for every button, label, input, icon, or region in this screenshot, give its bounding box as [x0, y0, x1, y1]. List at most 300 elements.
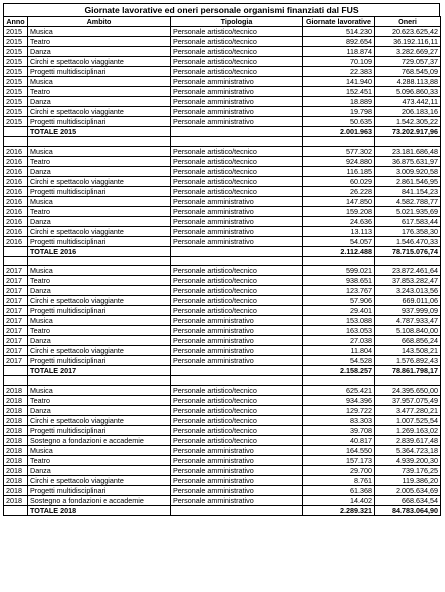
cell-empty: [4, 127, 28, 137]
cell-ambito: Progetti multidisciplinari: [28, 356, 171, 366]
cell-oneri: 3.009.920,58: [375, 166, 441, 176]
cell-empty: [28, 256, 171, 266]
cell-anno: 2015: [4, 27, 28, 37]
cell-giornate: 163.053: [303, 326, 375, 336]
cell-anno: 2017: [4, 266, 28, 276]
cell-tipologia: Personale artistico/tecnico: [171, 57, 303, 67]
cell-tipologia: Personale amministrativo: [171, 107, 303, 117]
cell-empty: [171, 366, 303, 376]
cell-oneri: 24.395.650,00: [375, 385, 441, 395]
cell-oneri: 3.477.280,21: [375, 405, 441, 415]
table-row: [4, 475, 441, 485]
table-row: [4, 216, 441, 226]
cell-anno: 2017: [4, 286, 28, 296]
cell-ambito: Circhi e spettacolo viaggiante: [28, 226, 171, 236]
cell-giornate: 24.636: [303, 216, 375, 226]
cell-anno: 2015: [4, 57, 28, 67]
cell-giornate: 118.874: [303, 47, 375, 57]
cell-empty: [303, 256, 375, 266]
cell-tipologia: Personale artistico/tecnico: [171, 67, 303, 77]
cell-ambito: Sostegno a fondazioni e accademie: [28, 435, 171, 445]
cell-anno: 2018: [4, 435, 28, 445]
cell-ambito: Progetti multidisciplinari: [28, 186, 171, 196]
cell-ambito: Danza: [28, 336, 171, 346]
cell-tipologia: Personale amministrativo: [171, 316, 303, 326]
table-row: [4, 67, 441, 77]
cell-giornate: 164.550: [303, 445, 375, 455]
cell-anno: 2016: [4, 206, 28, 216]
cell-tipologia: Personale amministrativo: [171, 77, 303, 87]
total-giornate: 2.158.257: [303, 366, 375, 376]
cell-tipologia: Personale amministrativo: [171, 475, 303, 485]
total-row: [4, 246, 441, 256]
table-row: [4, 206, 441, 216]
cell-giornate: 29.401: [303, 306, 375, 316]
cell-ambito: Danza: [28, 166, 171, 176]
cell-ambito: Circhi e spettacolo viaggiante: [28, 107, 171, 117]
cell-ambito: Progetti multidisciplinari: [28, 117, 171, 127]
cell-giornate: 116.185: [303, 166, 375, 176]
cell-anno: 2015: [4, 77, 28, 87]
cell-oneri: 729.057,37: [375, 57, 441, 67]
cell-oneri: 1.542.305,22: [375, 117, 441, 127]
cell-oneri: 841.154,23: [375, 186, 441, 196]
cell-oneri: 1.546.470,33: [375, 236, 441, 246]
cell-giornate: 11.804: [303, 346, 375, 356]
table-row: [4, 107, 441, 117]
cell-tipologia: Personale amministrativo: [171, 226, 303, 236]
header-row: [4, 17, 441, 27]
cell-tipologia: Personale artistico/tecnico: [171, 425, 303, 435]
cell-tipologia: Personale amministrativo: [171, 326, 303, 336]
cell-tipologia: Personale artistico/tecnico: [171, 266, 303, 276]
cell-giornate: 123.767: [303, 286, 375, 296]
table-row: [4, 117, 441, 127]
cell-ambito: Danza: [28, 97, 171, 107]
cell-ambito: Teatro: [28, 37, 171, 47]
sheet-title: Giornate lavorative ed oneri personale organismi finanziati dal FUS: [3, 3, 440, 16]
cell-anno: 2015: [4, 107, 28, 117]
cell-ambito: Teatro: [28, 156, 171, 166]
cell-empty: [28, 137, 171, 147]
cell-anno: 2015: [4, 47, 28, 57]
cell-ambito: Musica: [28, 146, 171, 156]
cell-anno: 2018: [4, 495, 28, 505]
table-row: [4, 77, 441, 87]
table-row: [4, 47, 441, 57]
cell-oneri: 1.576.892,43: [375, 356, 441, 366]
cell-anno: 2016: [4, 236, 28, 246]
table-row: [4, 425, 441, 435]
header-tipologia: Tipologia: [171, 17, 303, 27]
table-row: [4, 146, 441, 156]
cell-anno: 2016: [4, 146, 28, 156]
total-giornate: 2.112.488: [303, 246, 375, 256]
table-row: [4, 156, 441, 166]
cell-giornate: 39.708: [303, 425, 375, 435]
cell-ambito: Musica: [28, 385, 171, 395]
cell-tipologia: Personale artistico/tecnico: [171, 435, 303, 445]
cell-ambito: Progetti multidisciplinari: [28, 67, 171, 77]
cell-oneri: 668.856,24: [375, 336, 441, 346]
table-row: [4, 326, 441, 336]
cell-tipologia: Personale amministrativo: [171, 117, 303, 127]
cell-giornate: 147.850: [303, 196, 375, 206]
table-row: [4, 87, 441, 97]
cell-anno: 2017: [4, 326, 28, 336]
cell-ambito: Danza: [28, 216, 171, 226]
cell-oneri: 3.243.013,56: [375, 286, 441, 296]
table-row: [4, 27, 441, 37]
table-row: [4, 236, 441, 246]
cell-giornate: 19.798: [303, 107, 375, 117]
cell-giornate: 8.761: [303, 475, 375, 485]
cell-giornate: 60.029: [303, 176, 375, 186]
cell-empty: [4, 366, 28, 376]
header-ambito: Ambito: [28, 17, 171, 27]
cell-ambito: Musica: [28, 266, 171, 276]
cell-oneri: 3.282.669,27: [375, 47, 441, 57]
cell-anno: 2017: [4, 296, 28, 306]
cell-anno: 2018: [4, 405, 28, 415]
spreadsheet: [3, 3, 440, 589]
cell-anno: 2018: [4, 485, 28, 495]
cell-oneri: 739.176,25: [375, 465, 441, 475]
cell-anno: 2017: [4, 316, 28, 326]
cell-anno: 2017: [4, 336, 28, 346]
cell-oneri: 143.508,21: [375, 346, 441, 356]
cell-tipologia: Personale artistico/tecnico: [171, 385, 303, 395]
spacer-row: [4, 137, 441, 147]
cell-tipologia: Personale artistico/tecnico: [171, 176, 303, 186]
cell-oneri: 5.096.860,33: [375, 87, 441, 97]
cell-empty: [171, 505, 303, 515]
cell-anno: 2015: [4, 37, 28, 47]
cell-giornate: 26.228: [303, 186, 375, 196]
cell-empty: [4, 246, 28, 256]
total-giornate: 2.289.321: [303, 505, 375, 515]
cell-oneri: 119.386,20: [375, 475, 441, 485]
cell-anno: 2017: [4, 306, 28, 316]
table-row: [4, 495, 441, 505]
cell-tipologia: Personale amministrativo: [171, 356, 303, 366]
total-row: [4, 366, 441, 376]
cell-tipologia: Personale artistico/tecnico: [171, 276, 303, 286]
cell-tipologia: Personale artistico/tecnico: [171, 286, 303, 296]
table-row: [4, 336, 441, 346]
cell-giornate: 892.654: [303, 37, 375, 47]
cell-anno: 2018: [4, 475, 28, 485]
table-row: [4, 445, 441, 455]
cell-oneri: 5.364.723,18: [375, 445, 441, 455]
table-row: [4, 385, 441, 395]
table-row: [4, 176, 441, 186]
cell-anno: 2017: [4, 276, 28, 286]
cell-oneri: 5.021.935,69: [375, 206, 441, 216]
cell-oneri: 206.183,16: [375, 107, 441, 117]
cell-ambito: Musica: [28, 27, 171, 37]
table-row: [4, 346, 441, 356]
cell-oneri: 2.861.546,95: [375, 176, 441, 186]
cell-tipologia: Personale artistico/tecnico: [171, 415, 303, 425]
cell-ambito: Danza: [28, 465, 171, 475]
cell-empty: [4, 376, 28, 386]
data-table: [3, 16, 441, 516]
cell-giornate: 924.880: [303, 156, 375, 166]
cell-anno: 2016: [4, 176, 28, 186]
cell-oneri: 37.853.282,47: [375, 276, 441, 286]
total-label: TOTALE 2015: [28, 127, 171, 137]
cell-giornate: 141.940: [303, 77, 375, 87]
cell-empty: [28, 376, 171, 386]
cell-anno: 2018: [4, 455, 28, 465]
cell-anno: 2015: [4, 67, 28, 77]
cell-giornate: 57.906: [303, 296, 375, 306]
table-row: [4, 405, 441, 415]
cell-tipologia: Personale artistico/tecnico: [171, 166, 303, 176]
table-row: [4, 455, 441, 465]
cell-ambito: Circhi e spettacolo viaggiante: [28, 475, 171, 485]
table-row: [4, 57, 441, 67]
cell-ambito: Teatro: [28, 276, 171, 286]
cell-empty: [4, 256, 28, 266]
cell-anno: 2018: [4, 465, 28, 475]
cell-oneri: 20.623.625,42: [375, 27, 441, 37]
cell-oneri: 4.787.933,47: [375, 316, 441, 326]
cell-ambito: Teatro: [28, 206, 171, 216]
cell-giornate: 599.021: [303, 266, 375, 276]
cell-ambito: Circhi e spettacolo viaggiante: [28, 176, 171, 186]
cell-ambito: Musica: [28, 445, 171, 455]
table-row: [4, 286, 441, 296]
cell-ambito: Circhi e spettacolo viaggiante: [28, 415, 171, 425]
cell-giornate: 54.528: [303, 356, 375, 366]
cell-ambito: Teatro: [28, 87, 171, 97]
cell-oneri: 23.872.461,64: [375, 266, 441, 276]
cell-anno: 2017: [4, 356, 28, 366]
cell-oneri: 36.875.631,97: [375, 156, 441, 166]
cell-anno: 2015: [4, 117, 28, 127]
cell-giornate: 577.302: [303, 146, 375, 156]
cell-anno: 2018: [4, 385, 28, 395]
table-row: [4, 37, 441, 47]
cell-ambito: Circhi e spettacolo viaggiante: [28, 296, 171, 306]
cell-ambito: Teatro: [28, 455, 171, 465]
cell-anno: 2018: [4, 425, 28, 435]
cell-tipologia: Personale amministrativo: [171, 216, 303, 226]
cell-giornate: 153.088: [303, 316, 375, 326]
table-row: [4, 306, 441, 316]
cell-tipologia: Personale amministrativo: [171, 445, 303, 455]
cell-oneri: 937.999,09: [375, 306, 441, 316]
cell-anno: 2017: [4, 346, 28, 356]
cell-empty: [171, 246, 303, 256]
cell-oneri: 176.358,30: [375, 226, 441, 236]
cell-ambito: Musica: [28, 77, 171, 87]
cell-oneri: 473.442,11: [375, 97, 441, 107]
cell-giornate: 152.451: [303, 87, 375, 97]
cell-empty: [171, 127, 303, 137]
total-oneri: 78.715.076,74: [375, 246, 441, 256]
cell-tipologia: Personale artistico/tecnico: [171, 47, 303, 57]
cell-empty: [375, 256, 441, 266]
cell-giornate: 159.208: [303, 206, 375, 216]
cell-tipologia: Personale amministrativo: [171, 485, 303, 495]
header-giornate: Giornate lavorative: [303, 17, 375, 27]
table-row: [4, 356, 441, 366]
cell-empty: [375, 137, 441, 147]
cell-giornate: 18.889: [303, 97, 375, 107]
cell-giornate: 22.383: [303, 67, 375, 77]
cell-oneri: 5.108.840,00: [375, 326, 441, 336]
cell-giornate: 13.113: [303, 226, 375, 236]
table-row: [4, 166, 441, 176]
cell-oneri: 768.545,09: [375, 67, 441, 77]
cell-anno: 2018: [4, 415, 28, 425]
table-row: [4, 296, 441, 306]
cell-anno: 2016: [4, 186, 28, 196]
cell-anno: 2016: [4, 226, 28, 236]
table-row: [4, 465, 441, 475]
cell-tipologia: Personale amministrativo: [171, 455, 303, 465]
cell-tipologia: Personale artistico/tecnico: [171, 146, 303, 156]
table-row: [4, 226, 441, 236]
cell-oneri: 669.011,06: [375, 296, 441, 306]
cell-oneri: 4.582.788,77: [375, 196, 441, 206]
cell-ambito: Musica: [28, 196, 171, 206]
table-row: [4, 186, 441, 196]
cell-oneri: 37.957.075,49: [375, 395, 441, 405]
cell-giornate: 40.817: [303, 435, 375, 445]
cell-anno: 2016: [4, 156, 28, 166]
cell-giornate: 625.421: [303, 385, 375, 395]
cell-tipologia: Personale amministrativo: [171, 196, 303, 206]
cell-anno: 2018: [4, 395, 28, 405]
cell-giornate: 54.057: [303, 236, 375, 246]
cell-giornate: 938.651: [303, 276, 375, 286]
cell-ambito: Teatro: [28, 326, 171, 336]
cell-tipologia: Personale amministrativo: [171, 465, 303, 475]
cell-tipologia: Personale artistico/tecnico: [171, 296, 303, 306]
cell-anno: 2016: [4, 216, 28, 226]
cell-anno: 2018: [4, 445, 28, 455]
cell-ambito: Progetti multidisciplinari: [28, 236, 171, 246]
total-label: TOTALE 2017: [28, 366, 171, 376]
cell-tipologia: Personale artistico/tecnico: [171, 405, 303, 415]
cell-empty: [375, 376, 441, 386]
cell-oneri: 1.269.163,02: [375, 425, 441, 435]
cell-empty: [4, 137, 28, 147]
cell-tipologia: Personale artistico/tecnico: [171, 37, 303, 47]
cell-ambito: Danza: [28, 286, 171, 296]
cell-tipologia: Personale amministrativo: [171, 87, 303, 97]
total-oneri: 84.783.064,90: [375, 505, 441, 515]
cell-ambito: Teatro: [28, 395, 171, 405]
cell-empty: [303, 137, 375, 147]
table-row: [4, 415, 441, 425]
spacer-row: [4, 256, 441, 266]
cell-empty: [171, 256, 303, 266]
cell-giornate: 29.700: [303, 465, 375, 475]
total-oneri: 78.861.798,17: [375, 366, 441, 376]
total-oneri: 73.202.917,96: [375, 127, 441, 137]
cell-ambito: Circhi e spettacolo viaggiante: [28, 346, 171, 356]
cell-giornate: 129.722: [303, 405, 375, 415]
cell-giornate: 61.368: [303, 485, 375, 495]
cell-oneri: 1.007.525,54: [375, 415, 441, 425]
table-row: [4, 395, 441, 405]
cell-tipologia: Personale amministrativo: [171, 346, 303, 356]
total-label: TOTALE 2018: [28, 505, 171, 515]
cell-tipologia: Personale amministrativo: [171, 206, 303, 216]
cell-anno: 2016: [4, 166, 28, 176]
cell-ambito: Musica: [28, 316, 171, 326]
cell-tipologia: Personale artistico/tecnico: [171, 27, 303, 37]
cell-giornate: 14.402: [303, 495, 375, 505]
table-row: [4, 266, 441, 276]
cell-oneri: 2.839.617,48: [375, 435, 441, 445]
table-row: [4, 276, 441, 286]
cell-giornate: 50.635: [303, 117, 375, 127]
header-oneri: Oneri: [375, 17, 441, 27]
cell-giornate: 83.303: [303, 415, 375, 425]
cell-anno: 2016: [4, 196, 28, 206]
cell-giornate: 70.109: [303, 57, 375, 67]
cell-giornate: 934.396: [303, 395, 375, 405]
header-anno: Anno: [4, 17, 28, 27]
cell-anno: 2015: [4, 87, 28, 97]
cell-giornate: 27.038: [303, 336, 375, 346]
spacer-row: [4, 376, 441, 386]
cell-empty: [171, 376, 303, 386]
cell-ambito: Progetti multidisciplinari: [28, 485, 171, 495]
cell-oneri: 36.192.116,11: [375, 37, 441, 47]
table-row: [4, 316, 441, 326]
table-row: [4, 196, 441, 206]
table-row: [4, 97, 441, 107]
total-row: [4, 127, 441, 137]
cell-oneri: 23.181.686,48: [375, 146, 441, 156]
total-giornate: 2.001.963: [303, 127, 375, 137]
cell-oneri: 4.288.113,88: [375, 77, 441, 87]
cell-giornate: 157.173: [303, 455, 375, 465]
cell-ambito: Circhi e spettacolo viaggiante: [28, 57, 171, 67]
cell-oneri: 668.634,54: [375, 495, 441, 505]
cell-tipologia: Personale artistico/tecnico: [171, 156, 303, 166]
table-row: [4, 485, 441, 495]
cell-empty: [4, 505, 28, 515]
cell-ambito: Danza: [28, 405, 171, 415]
cell-empty: [171, 137, 303, 147]
cell-tipologia: Personale amministrativo: [171, 97, 303, 107]
cell-ambito: Danza: [28, 47, 171, 57]
total-label: TOTALE 2016: [28, 246, 171, 256]
cell-anno: 2015: [4, 97, 28, 107]
cell-oneri: 617.583,44: [375, 216, 441, 226]
cell-tipologia: Personale amministrativo: [171, 336, 303, 346]
table-row: [4, 435, 441, 445]
cell-oneri: 4.939.200,30: [375, 455, 441, 465]
cell-ambito: Progetti multidisciplinari: [28, 425, 171, 435]
cell-tipologia: Personale artistico/tecnico: [171, 186, 303, 196]
cell-tipologia: Personale amministrativo: [171, 236, 303, 246]
cell-ambito: Progetti multidisciplinari: [28, 306, 171, 316]
total-row: [4, 505, 441, 515]
cell-empty: [303, 376, 375, 386]
cell-oneri: 2.005.634,69: [375, 485, 441, 495]
cell-ambito: Sostegno a fondazioni e accademie: [28, 495, 171, 505]
cell-tipologia: Personale amministrativo: [171, 495, 303, 505]
